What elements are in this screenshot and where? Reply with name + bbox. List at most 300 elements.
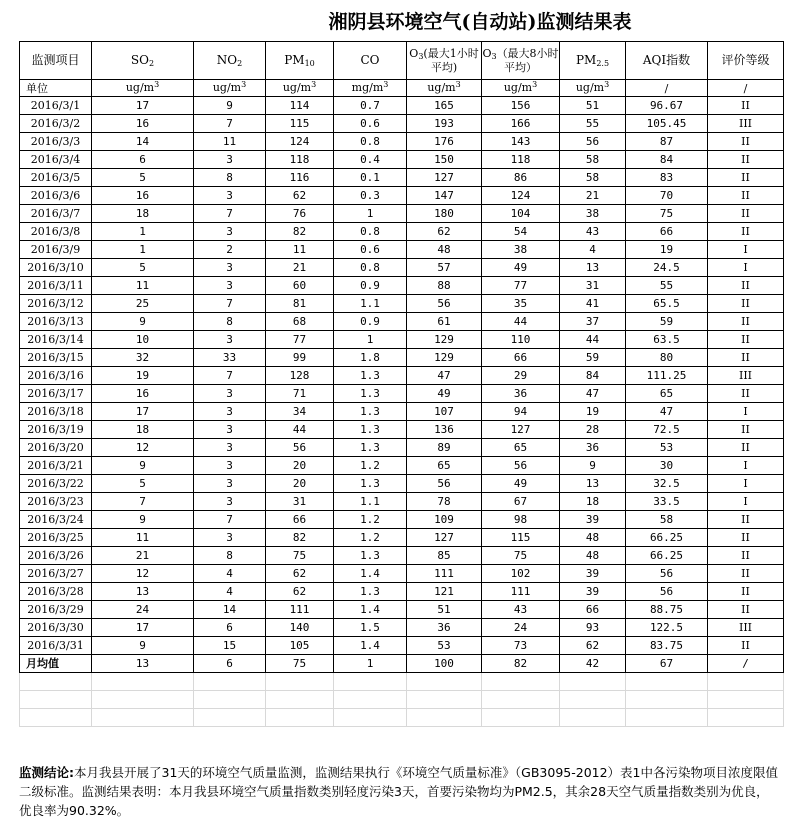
cell-so2: 18	[92, 205, 194, 223]
table-row	[20, 277, 784, 295]
cell-no2: 33	[194, 349, 266, 367]
cell-co: 1.8	[334, 349, 407, 367]
table-row	[20, 493, 784, 511]
cell-pm10: 82	[266, 223, 334, 241]
cell-aqi: 66.25	[626, 529, 708, 547]
cell-no2: 3	[194, 421, 266, 439]
cell-pm10: 34	[266, 403, 334, 421]
cell-o3-8h: 94	[482, 403, 560, 421]
table-row	[20, 223, 784, 241]
cell-co: 1.2	[334, 511, 407, 529]
cell-so2: 5	[92, 475, 194, 493]
cell-no2: 3	[194, 457, 266, 475]
cell-so2: 25	[92, 295, 194, 313]
cell-co: 1.4	[334, 601, 407, 619]
cell-so2: 18	[92, 421, 194, 439]
cell-so2: 9	[92, 457, 194, 475]
cell-grade: I	[708, 241, 784, 259]
cell-grade: II	[708, 439, 784, 457]
conclusion-text: 本月我县开展了31天的环境空气质量监测，监测结果执行《环境空气质量标准》（GB3095-2012）表1中各污染物项目浓度限值二级标准。监测结果表明：本月我县环境空气质量指数类别轻度污染3天，首要污染物均为PM2.5，其余28天空气质量指数类别为优良，优良率为90.32%。	[19, 765, 779, 818]
cell-pm25: 47	[560, 385, 626, 403]
average-no2: 6	[194, 655, 266, 673]
cell-no2: 3	[194, 529, 266, 547]
table-row	[20, 511, 784, 529]
cell-aqi: 84	[626, 151, 708, 169]
header-no2: NO2	[194, 42, 266, 80]
cell-o3-8h: 77	[482, 277, 560, 295]
cell-no2: 3	[194, 277, 266, 295]
cell-aqi: 83.75	[626, 637, 708, 655]
unit-grade: /	[708, 80, 784, 97]
cell-pm25: 84	[560, 367, 626, 385]
cell-o3-8h: 86	[482, 169, 560, 187]
cell-grade: I	[708, 259, 784, 277]
cell-date: 2016/3/5	[20, 169, 92, 187]
cell-no2: 14	[194, 601, 266, 619]
cell-o3-1h: 36	[407, 619, 482, 637]
cell-o3-8h: 67	[482, 493, 560, 511]
cell-no2: 3	[194, 259, 266, 277]
average-grade: /	[708, 655, 784, 673]
cell-no2: 3	[194, 187, 266, 205]
cell-o3-1h: 57	[407, 259, 482, 277]
table-row	[20, 367, 784, 385]
cell-pm25: 56	[560, 133, 626, 151]
cell-grade: II	[708, 331, 784, 349]
header-so2: SO2	[92, 42, 194, 80]
table-row	[20, 151, 784, 169]
blank-row	[20, 673, 784, 691]
cell-no2: 3	[194, 475, 266, 493]
cell-pm25: 48	[560, 547, 626, 565]
cell-o3-1h: 136	[407, 421, 482, 439]
cell-co: 1.2	[334, 457, 407, 475]
cell-o3-8h: 24	[482, 619, 560, 637]
cell-date: 2016/3/17	[20, 385, 92, 403]
cell-date: 2016/3/10	[20, 259, 92, 277]
cell-o3-1h: 150	[407, 151, 482, 169]
cell-o3-1h: 176	[407, 133, 482, 151]
cell-o3-1h: 127	[407, 169, 482, 187]
cell-o3-8h: 54	[482, 223, 560, 241]
cell-pm25: 41	[560, 295, 626, 313]
cell-o3-8h: 29	[482, 367, 560, 385]
cell-co: 1	[334, 331, 407, 349]
cell-aqi: 55	[626, 277, 708, 295]
cell-aqi: 70	[626, 187, 708, 205]
cell-o3-1h: 49	[407, 385, 482, 403]
cell-o3-8h: 118	[482, 151, 560, 169]
table-row	[20, 295, 784, 313]
cell-no2: 3	[194, 223, 266, 241]
table-row	[20, 385, 784, 403]
blank-row	[20, 691, 784, 709]
cell-grade: II	[708, 205, 784, 223]
cell-pm25: 93	[560, 619, 626, 637]
cell-pm25: 48	[560, 529, 626, 547]
cell-o3-1h: 62	[407, 223, 482, 241]
cell-pm10: 81	[266, 295, 334, 313]
cell-grade: III	[708, 367, 784, 385]
cell-pm25: 31	[560, 277, 626, 295]
cell-date: 2016/3/3	[20, 133, 92, 151]
cell-no2: 3	[194, 331, 266, 349]
cell-pm25: 58	[560, 151, 626, 169]
cell-grade: II	[708, 511, 784, 529]
cell-so2: 16	[92, 115, 194, 133]
cell-co: 1.3	[334, 547, 407, 565]
cell-pm10: 77	[266, 331, 334, 349]
cell-aqi: 87	[626, 133, 708, 151]
cell-co: 1.3	[334, 475, 407, 493]
cell-pm10: 71	[266, 385, 334, 403]
cell-o3-8h: 143	[482, 133, 560, 151]
cell-pm10: 99	[266, 349, 334, 367]
cell-pm10: 118	[266, 151, 334, 169]
cell-date: 2016/3/30	[20, 619, 92, 637]
cell-co: 1.3	[334, 367, 407, 385]
average-label: 月均值	[20, 655, 92, 673]
table-row	[20, 133, 784, 151]
cell-co: 1	[334, 205, 407, 223]
cell-o3-8h: 44	[482, 313, 560, 331]
table-row	[20, 349, 784, 367]
cell-pm10: 124	[266, 133, 334, 151]
cell-so2: 9	[92, 511, 194, 529]
conclusion-paragraph	[19, 763, 779, 820]
cell-o3-1h: 53	[407, 637, 482, 655]
cell-grade: I	[708, 457, 784, 475]
cell-pm10: 111	[266, 601, 334, 619]
cell-co: 1.1	[334, 493, 407, 511]
table-row	[20, 169, 784, 187]
cell-pm10: 114	[266, 97, 334, 115]
cell-grade: II	[708, 97, 784, 115]
cell-grade: III	[708, 619, 784, 637]
cell-o3-1h: 193	[407, 115, 482, 133]
cell-pm10: 20	[266, 457, 334, 475]
cell-so2: 19	[92, 367, 194, 385]
cell-date: 2016/3/19	[20, 421, 92, 439]
cell-grade: II	[708, 583, 784, 601]
header-aqi: AQI指数	[626, 42, 708, 80]
table-row	[20, 439, 784, 457]
cell-co: 0.4	[334, 151, 407, 169]
cell-co: 0.3	[334, 187, 407, 205]
cell-o3-1h: 165	[407, 97, 482, 115]
average-o3-8h: 82	[482, 655, 560, 673]
cell-pm10: 116	[266, 169, 334, 187]
cell-aqi: 66	[626, 223, 708, 241]
cell-pm25: 39	[560, 583, 626, 601]
cell-aqi: 111.25	[626, 367, 708, 385]
cell-grade: II	[708, 529, 784, 547]
cell-date: 2016/3/28	[20, 583, 92, 601]
cell-no2: 2	[194, 241, 266, 259]
cell-o3-8h: 56	[482, 457, 560, 475]
cell-co: 1.1	[334, 295, 407, 313]
cell-pm10: 62	[266, 187, 334, 205]
unit-no2: $ug/m^3$	[194, 80, 266, 97]
cell-pm25: 58	[560, 169, 626, 187]
cell-o3-8h: 110	[482, 331, 560, 349]
cell-co: 0.8	[334, 133, 407, 151]
table-row	[20, 565, 784, 583]
cell-co: 1.3	[334, 421, 407, 439]
cell-so2: 32	[92, 349, 194, 367]
cell-date: 2016/3/2	[20, 115, 92, 133]
cell-co: 1.4	[334, 565, 407, 583]
cell-so2: 9	[92, 313, 194, 331]
cell-no2: 6	[194, 619, 266, 637]
cell-so2: 17	[92, 619, 194, 637]
cell-pm25: 19	[560, 403, 626, 421]
cell-pm25: 13	[560, 475, 626, 493]
cell-no2: 9	[194, 97, 266, 115]
cell-no2: 7	[194, 115, 266, 133]
cell-no2: 3	[194, 439, 266, 457]
cell-grade: II	[708, 223, 784, 241]
cell-grade: II	[708, 187, 784, 205]
cell-so2: 24	[92, 601, 194, 619]
cell-so2: 12	[92, 439, 194, 457]
cell-pm25: 55	[560, 115, 626, 133]
cell-no2: 8	[194, 313, 266, 331]
table-row	[20, 331, 784, 349]
cell-pm10: 62	[266, 565, 334, 583]
cell-no2: 7	[194, 511, 266, 529]
cell-o3-8h: 156	[482, 97, 560, 115]
cell-so2: 5	[92, 259, 194, 277]
table-row	[20, 187, 784, 205]
unit-co: $mg/m^3$	[334, 80, 407, 97]
cell-no2: 3	[194, 403, 266, 421]
cell-pm10: 56	[266, 439, 334, 457]
cell-o3-1h: 56	[407, 475, 482, 493]
cell-pm25: 51	[560, 97, 626, 115]
cell-date: 2016/3/7	[20, 205, 92, 223]
cell-pm10: 115	[266, 115, 334, 133]
cell-o3-8h: 127	[482, 421, 560, 439]
cell-pm25: 13	[560, 259, 626, 277]
cell-pm25: 43	[560, 223, 626, 241]
cell-no2: 3	[194, 151, 266, 169]
cell-o3-8h: 65	[482, 439, 560, 457]
cell-pm10: 105	[266, 637, 334, 655]
cell-aqi: 72.5	[626, 421, 708, 439]
cell-co: 0.7	[334, 97, 407, 115]
cell-date: 2016/3/13	[20, 313, 92, 331]
cell-o3-8h: 104	[482, 205, 560, 223]
cell-aqi: 83	[626, 169, 708, 187]
cell-aqi: 88.75	[626, 601, 708, 619]
cell-aqi: 47	[626, 403, 708, 421]
cell-so2: 12	[92, 565, 194, 583]
cell-pm10: 82	[266, 529, 334, 547]
cell-date: 2016/3/25	[20, 529, 92, 547]
cell-o3-1h: 47	[407, 367, 482, 385]
table-row	[20, 601, 784, 619]
cell-o3-8h: 115	[482, 529, 560, 547]
monitoring-table	[19, 41, 784, 727]
cell-date: 2016/3/26	[20, 547, 92, 565]
cell-o3-1h: 56	[407, 295, 482, 313]
cell-o3-1h: 78	[407, 493, 482, 511]
average-so2: 13	[92, 655, 194, 673]
table-row	[20, 313, 784, 331]
cell-o3-8h: 102	[482, 565, 560, 583]
cell-grade: I	[708, 475, 784, 493]
cell-co: 1.3	[334, 583, 407, 601]
cell-aqi: 65	[626, 385, 708, 403]
cell-grade: II	[708, 295, 784, 313]
unit-label: 单位	[20, 80, 92, 97]
cell-pm25: 39	[560, 511, 626, 529]
cell-pm10: 128	[266, 367, 334, 385]
cell-grade: II	[708, 133, 784, 151]
cell-grade: I	[708, 403, 784, 421]
blank-row	[20, 709, 784, 727]
table-row	[20, 619, 784, 637]
cell-co: 1.4	[334, 637, 407, 655]
cell-so2: 11	[92, 277, 194, 295]
cell-o3-8h: 66	[482, 349, 560, 367]
cell-grade: II	[708, 637, 784, 655]
header-o3-1h: O3(最大1小时平均)	[407, 42, 482, 80]
cell-o3-1h: 107	[407, 403, 482, 421]
unit-aqi: /	[626, 80, 708, 97]
table-row	[20, 259, 784, 277]
table-row	[20, 529, 784, 547]
cell-co: 1.2	[334, 529, 407, 547]
cell-so2: 17	[92, 97, 194, 115]
cell-aqi: 66.25	[626, 547, 708, 565]
cell-date: 2016/3/14	[20, 331, 92, 349]
cell-pm25: 44	[560, 331, 626, 349]
data-rows	[20, 97, 784, 655]
cell-no2: 4	[194, 583, 266, 601]
cell-o3-1h: 88	[407, 277, 482, 295]
cell-o3-1h: 61	[407, 313, 482, 331]
cell-o3-1h: 147	[407, 187, 482, 205]
cell-o3-1h: 89	[407, 439, 482, 457]
cell-so2: 21	[92, 547, 194, 565]
cell-date: 2016/3/22	[20, 475, 92, 493]
cell-no2: 8	[194, 547, 266, 565]
cell-o3-1h: 65	[407, 457, 482, 475]
cell-aqi: 56	[626, 565, 708, 583]
cell-so2: 1	[92, 223, 194, 241]
cell-pm25: 59	[560, 349, 626, 367]
cell-date: 2016/3/21	[20, 457, 92, 475]
cell-pm10: 21	[266, 259, 334, 277]
cell-date: 2016/3/16	[20, 367, 92, 385]
cell-date: 2016/3/24	[20, 511, 92, 529]
cell-grade: II	[708, 313, 784, 331]
cell-aqi: 24.5	[626, 259, 708, 277]
cell-aqi: 56	[626, 583, 708, 601]
cell-o3-8h: 38	[482, 241, 560, 259]
cell-o3-1h: 180	[407, 205, 482, 223]
cell-aqi: 96.67	[626, 97, 708, 115]
table-row	[20, 475, 784, 493]
header-co: CO	[334, 42, 407, 80]
cell-aqi: 122.5	[626, 619, 708, 637]
unit-o3-8h: $ug/m^3$	[482, 80, 560, 97]
cell-o3-8h: 35	[482, 295, 560, 313]
cell-co: 0.6	[334, 241, 407, 259]
table-row	[20, 421, 784, 439]
cell-so2: 16	[92, 385, 194, 403]
cell-so2: 11	[92, 529, 194, 547]
cell-grade: II	[708, 421, 784, 439]
cell-o3-1h: 51	[407, 601, 482, 619]
conclusion-label: 监测结论:	[19, 765, 74, 780]
header-pm25: PM2.5	[560, 42, 626, 80]
cell-grade: II	[708, 151, 784, 169]
header-grade: 评价等级	[708, 42, 784, 80]
table-row	[20, 457, 784, 475]
cell-date: 2016/3/11	[20, 277, 92, 295]
cell-o3-1h: 111	[407, 565, 482, 583]
cell-pm25: 66	[560, 601, 626, 619]
cell-o3-1h: 127	[407, 529, 482, 547]
cell-so2: 13	[92, 583, 194, 601]
cell-aqi: 105.45	[626, 115, 708, 133]
cell-o3-1h: 129	[407, 349, 482, 367]
cell-pm10: 44	[266, 421, 334, 439]
unit-pm25: $ug/m^3$	[560, 80, 626, 97]
cell-date: 2016/3/23	[20, 493, 92, 511]
cell-pm25: 37	[560, 313, 626, 331]
cell-o3-8h: 75	[482, 547, 560, 565]
cell-o3-8h: 124	[482, 187, 560, 205]
cell-o3-8h: 49	[482, 475, 560, 493]
cell-pm25: 18	[560, 493, 626, 511]
cell-aqi: 53	[626, 439, 708, 457]
cell-date: 2016/3/12	[20, 295, 92, 313]
table-row	[20, 637, 784, 655]
cell-aqi: 30	[626, 457, 708, 475]
cell-pm25: 28	[560, 421, 626, 439]
cell-so2: 10	[92, 331, 194, 349]
cell-date: 2016/3/1	[20, 97, 92, 115]
cell-pm10: 140	[266, 619, 334, 637]
cell-grade: II	[708, 601, 784, 619]
cell-grade: II	[708, 565, 784, 583]
cell-o3-8h: 111	[482, 583, 560, 601]
cell-pm10: 31	[266, 493, 334, 511]
cell-so2: 1	[92, 241, 194, 259]
table-row	[20, 205, 784, 223]
cell-o3-8h: 43	[482, 601, 560, 619]
cell-so2: 16	[92, 187, 194, 205]
table-row	[20, 547, 784, 565]
cell-co: 1.3	[334, 439, 407, 457]
cell-date: 2016/3/9	[20, 241, 92, 259]
cell-pm10: 76	[266, 205, 334, 223]
cell-no2: 7	[194, 367, 266, 385]
cell-aqi: 65.5	[626, 295, 708, 313]
cell-grade: II	[708, 385, 784, 403]
cell-grade: III	[708, 115, 784, 133]
cell-pm25: 39	[560, 565, 626, 583]
cell-no2: 7	[194, 295, 266, 313]
cell-date: 2016/3/8	[20, 223, 92, 241]
unit-pm10: $ug/m^3$	[266, 80, 334, 97]
cell-co: 1.3	[334, 385, 407, 403]
average-aqi: 67	[626, 655, 708, 673]
